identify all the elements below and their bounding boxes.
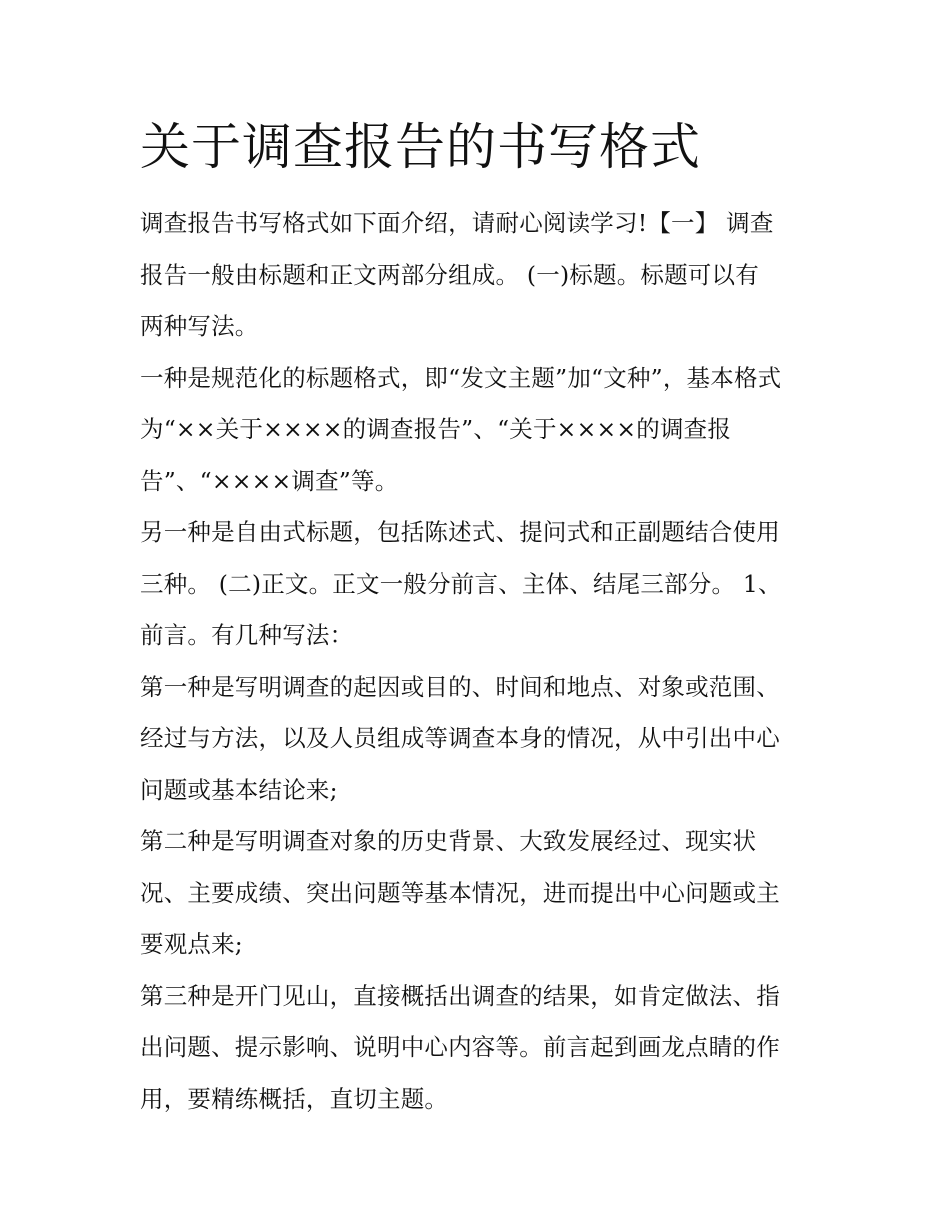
body-line: 一种是规范化的标题格式，即“发文主题”加“文种”，基本格式 <box>140 363 782 392</box>
body-line: 前言。有几种写法： <box>140 621 354 649</box>
body-line: 第一种是写明调查的起因或目的、时间和地点、对象或范围、 <box>140 672 780 701</box>
body-line: 出问题、提示影响、说明中心内容等。前言起到画龙点睛的作 <box>140 1033 780 1061</box>
body-line: 两种写法。 <box>140 312 259 340</box>
body-line: 况、主要成绩、突出问题等基本情况，进而提出中心问题或主 <box>140 878 780 907</box>
document-body <box>140 198 812 1125</box>
document-title: 关于调查报告的书写格式 <box>140 118 701 176</box>
body-line: 三种。 (二)正文。正文一般分前言、主体、结尾三部分。 1、 <box>140 569 782 598</box>
body-line: 第三种是开门见山，直接概括出调查的结果，如肯定做法、指 <box>140 981 780 1010</box>
body-line: 调查报告书写格式如下面介绍，请耐心阅读学习!【一】 调查 <box>140 209 774 237</box>
body-line: 另一种是自由式标题，包括陈述式、提问式和正副题结合使用 <box>140 518 780 546</box>
body-line: 要观点来; <box>140 930 243 958</box>
body-line: 为“××关于××××的调查报告”、“关于××××的调查报 <box>140 415 732 443</box>
body-line: 问题或基本结论来; <box>140 775 338 804</box>
body-line: 用，要精练概括，直切主题。 <box>140 1084 449 1113</box>
body-line: 报告一般由标题和正文两部分组成。 (一)标题。标题可以有 <box>140 260 759 289</box>
body-line: 经过与方法，以及人员组成等调查本身的情况，从中引出中心 <box>140 724 780 752</box>
body-line: 第二种是写明调查对象的历史背景、大致发展经过、现实状 <box>140 827 757 855</box>
body-line: 告”、“××××调查”等。 <box>140 466 399 495</box>
